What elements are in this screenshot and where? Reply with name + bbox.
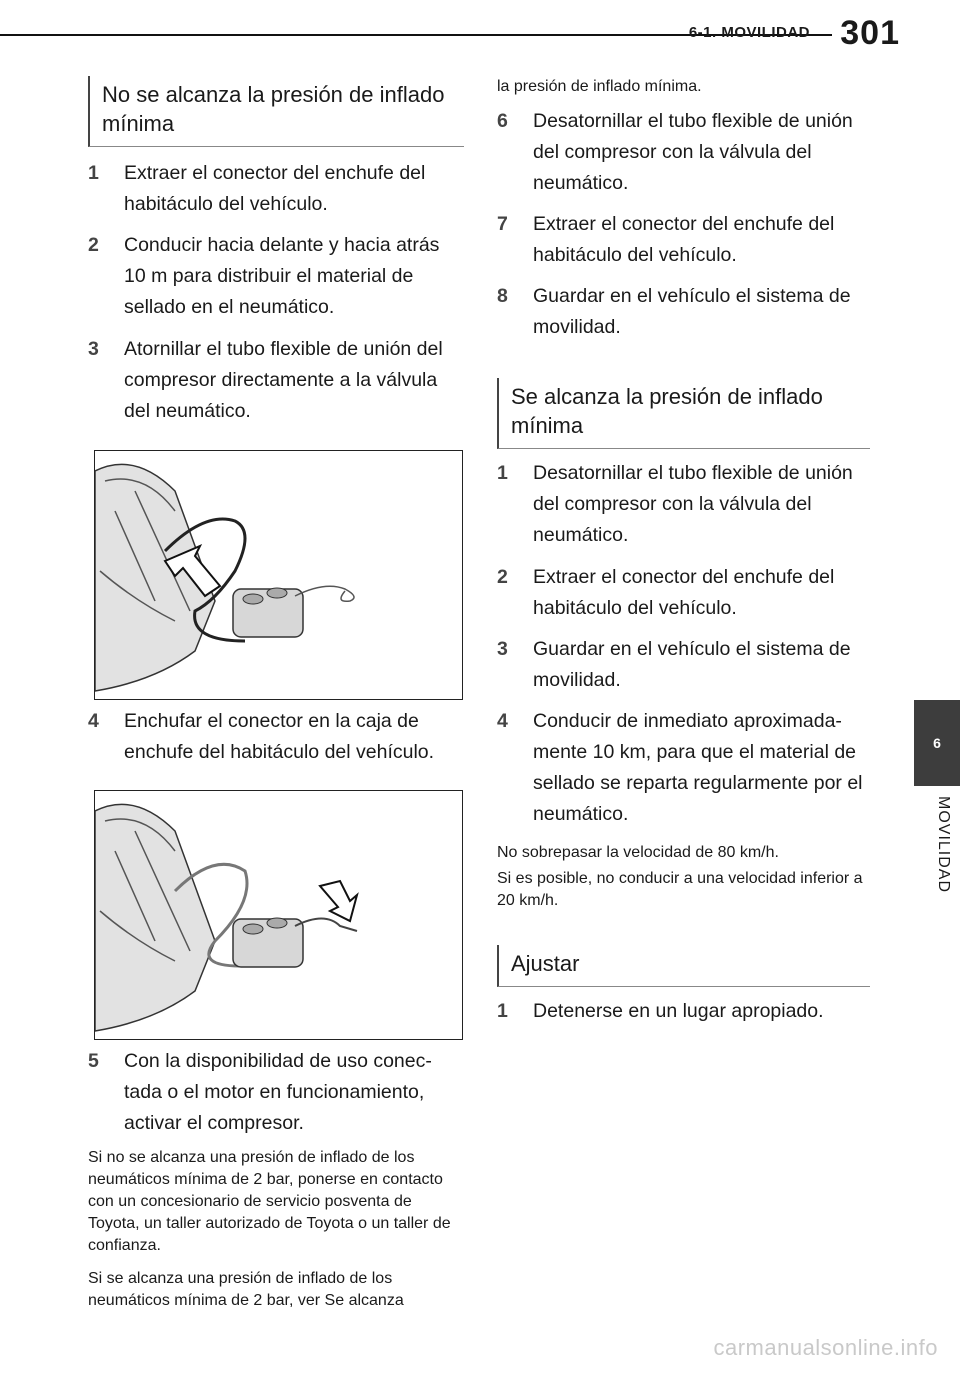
step-number: 2	[88, 234, 99, 256]
illustration-compressor-plug	[94, 790, 463, 1040]
step-number: 1	[88, 162, 99, 184]
note-text: Si se alcanza una presión de inflado de los neumáticos mínima de 2 bar, ver Se alcanza	[88, 1270, 404, 1309]
chapter-label: MOVILIDAD	[935, 796, 952, 894]
page-number: 301	[840, 14, 900, 52]
step-item	[88, 706, 464, 768]
step-text: Conducir hacia delante y hacia atrás 10 m para distribuir el material de sellado en el neumático.	[124, 234, 440, 318]
step-item	[88, 158, 464, 220]
step-item	[497, 281, 870, 343]
step-number: 4	[88, 710, 99, 732]
step-item	[497, 209, 870, 271]
step-text: Extraer el conector del enchufe del habitáculo del vehículo.	[533, 566, 835, 619]
note-text: Si es posible, no conducir a una velocidad inferior a 20 km/h.	[497, 870, 863, 909]
step-text: Guardar en el vehículo el sistema de movilidad.	[533, 638, 851, 691]
step-number: 2	[497, 566, 508, 588]
step-text: Extraer el conector del enchufe del habitáculo del vehículo.	[124, 162, 426, 215]
step-text: Con la disponibilidad de uso conec-tada o el motor en funcionamiento, activar el compresor.	[124, 1050, 432, 1134]
watermark: carmanualsonline.info	[713, 1335, 938, 1360]
step-text: Atornillar el tubo flexible de unión del compresor directamente a la válvula del neumático.	[124, 338, 443, 422]
step-text: Conducir de inmediato aproximada-mente 10 km, para que el material de sellado se reparta regularmente por el neumático.	[533, 710, 863, 825]
step-item	[497, 458, 870, 551]
step-number: 1	[497, 1000, 508, 1022]
illustration-compressor-valve	[94, 450, 463, 700]
section-label: 6-1. MOVILIDAD	[688, 24, 810, 41]
step-number: 4	[497, 710, 508, 732]
step-item	[497, 562, 870, 624]
section-heading-adjust: Ajustar	[497, 945, 870, 987]
step-number: 7	[497, 213, 508, 235]
step-number: 6	[497, 110, 508, 132]
chapter-tab[interactable]: 6	[914, 700, 960, 786]
step-item	[88, 334, 464, 427]
step-number: 3	[88, 338, 99, 360]
step-number: 5	[88, 1050, 99, 1072]
note-text: Si no se alcanza una presión de inflado de los neumáticos mínima de 2 bar, ponerse en contacto con un concesionario de servicio posventa de Toyota, un taller autorizado de Toyota o un taller de confianza.	[88, 1149, 451, 1254]
step-item	[88, 1046, 464, 1139]
compressor-plug-drawing	[95, 791, 462, 1039]
step-item	[497, 634, 870, 696]
step-item	[497, 706, 870, 830]
step-text: Extraer el conector del enchufe del habitáculo del vehículo.	[533, 213, 835, 266]
step-number: 3	[497, 638, 508, 660]
step-text: Guardar en el vehículo el sistema de movilidad.	[533, 285, 851, 338]
section-heading-not-reached: No se alcanza la presión de inflado mínima	[88, 76, 464, 147]
section-heading-reached: Se alcanza la presión de inflado mínima	[497, 378, 870, 449]
step-text: Detenerse en un lugar apropiado.	[533, 1000, 824, 1022]
step-number: 8	[497, 285, 508, 307]
continuation-text: la presión de inflado mínima.	[497, 78, 702, 95]
step-item	[497, 106, 870, 199]
step-number: 1	[497, 462, 508, 484]
step-item	[88, 230, 464, 323]
step-text: Desatornillar el tubo flexible de unión del compresor con la válvula del neumático.	[533, 110, 853, 194]
step-text: Enchufar el conector en la caja de enchufe del habitáculo del vehículo.	[124, 710, 435, 763]
note-text: No sobrepasar la velocidad de 80 km/h.	[497, 844, 779, 861]
compressor-valve-drawing	[95, 451, 462, 699]
step-text: Desatornillar el tubo flexible de unión del compresor con la válvula del neumático.	[533, 462, 853, 546]
step-item	[497, 996, 870, 1027]
